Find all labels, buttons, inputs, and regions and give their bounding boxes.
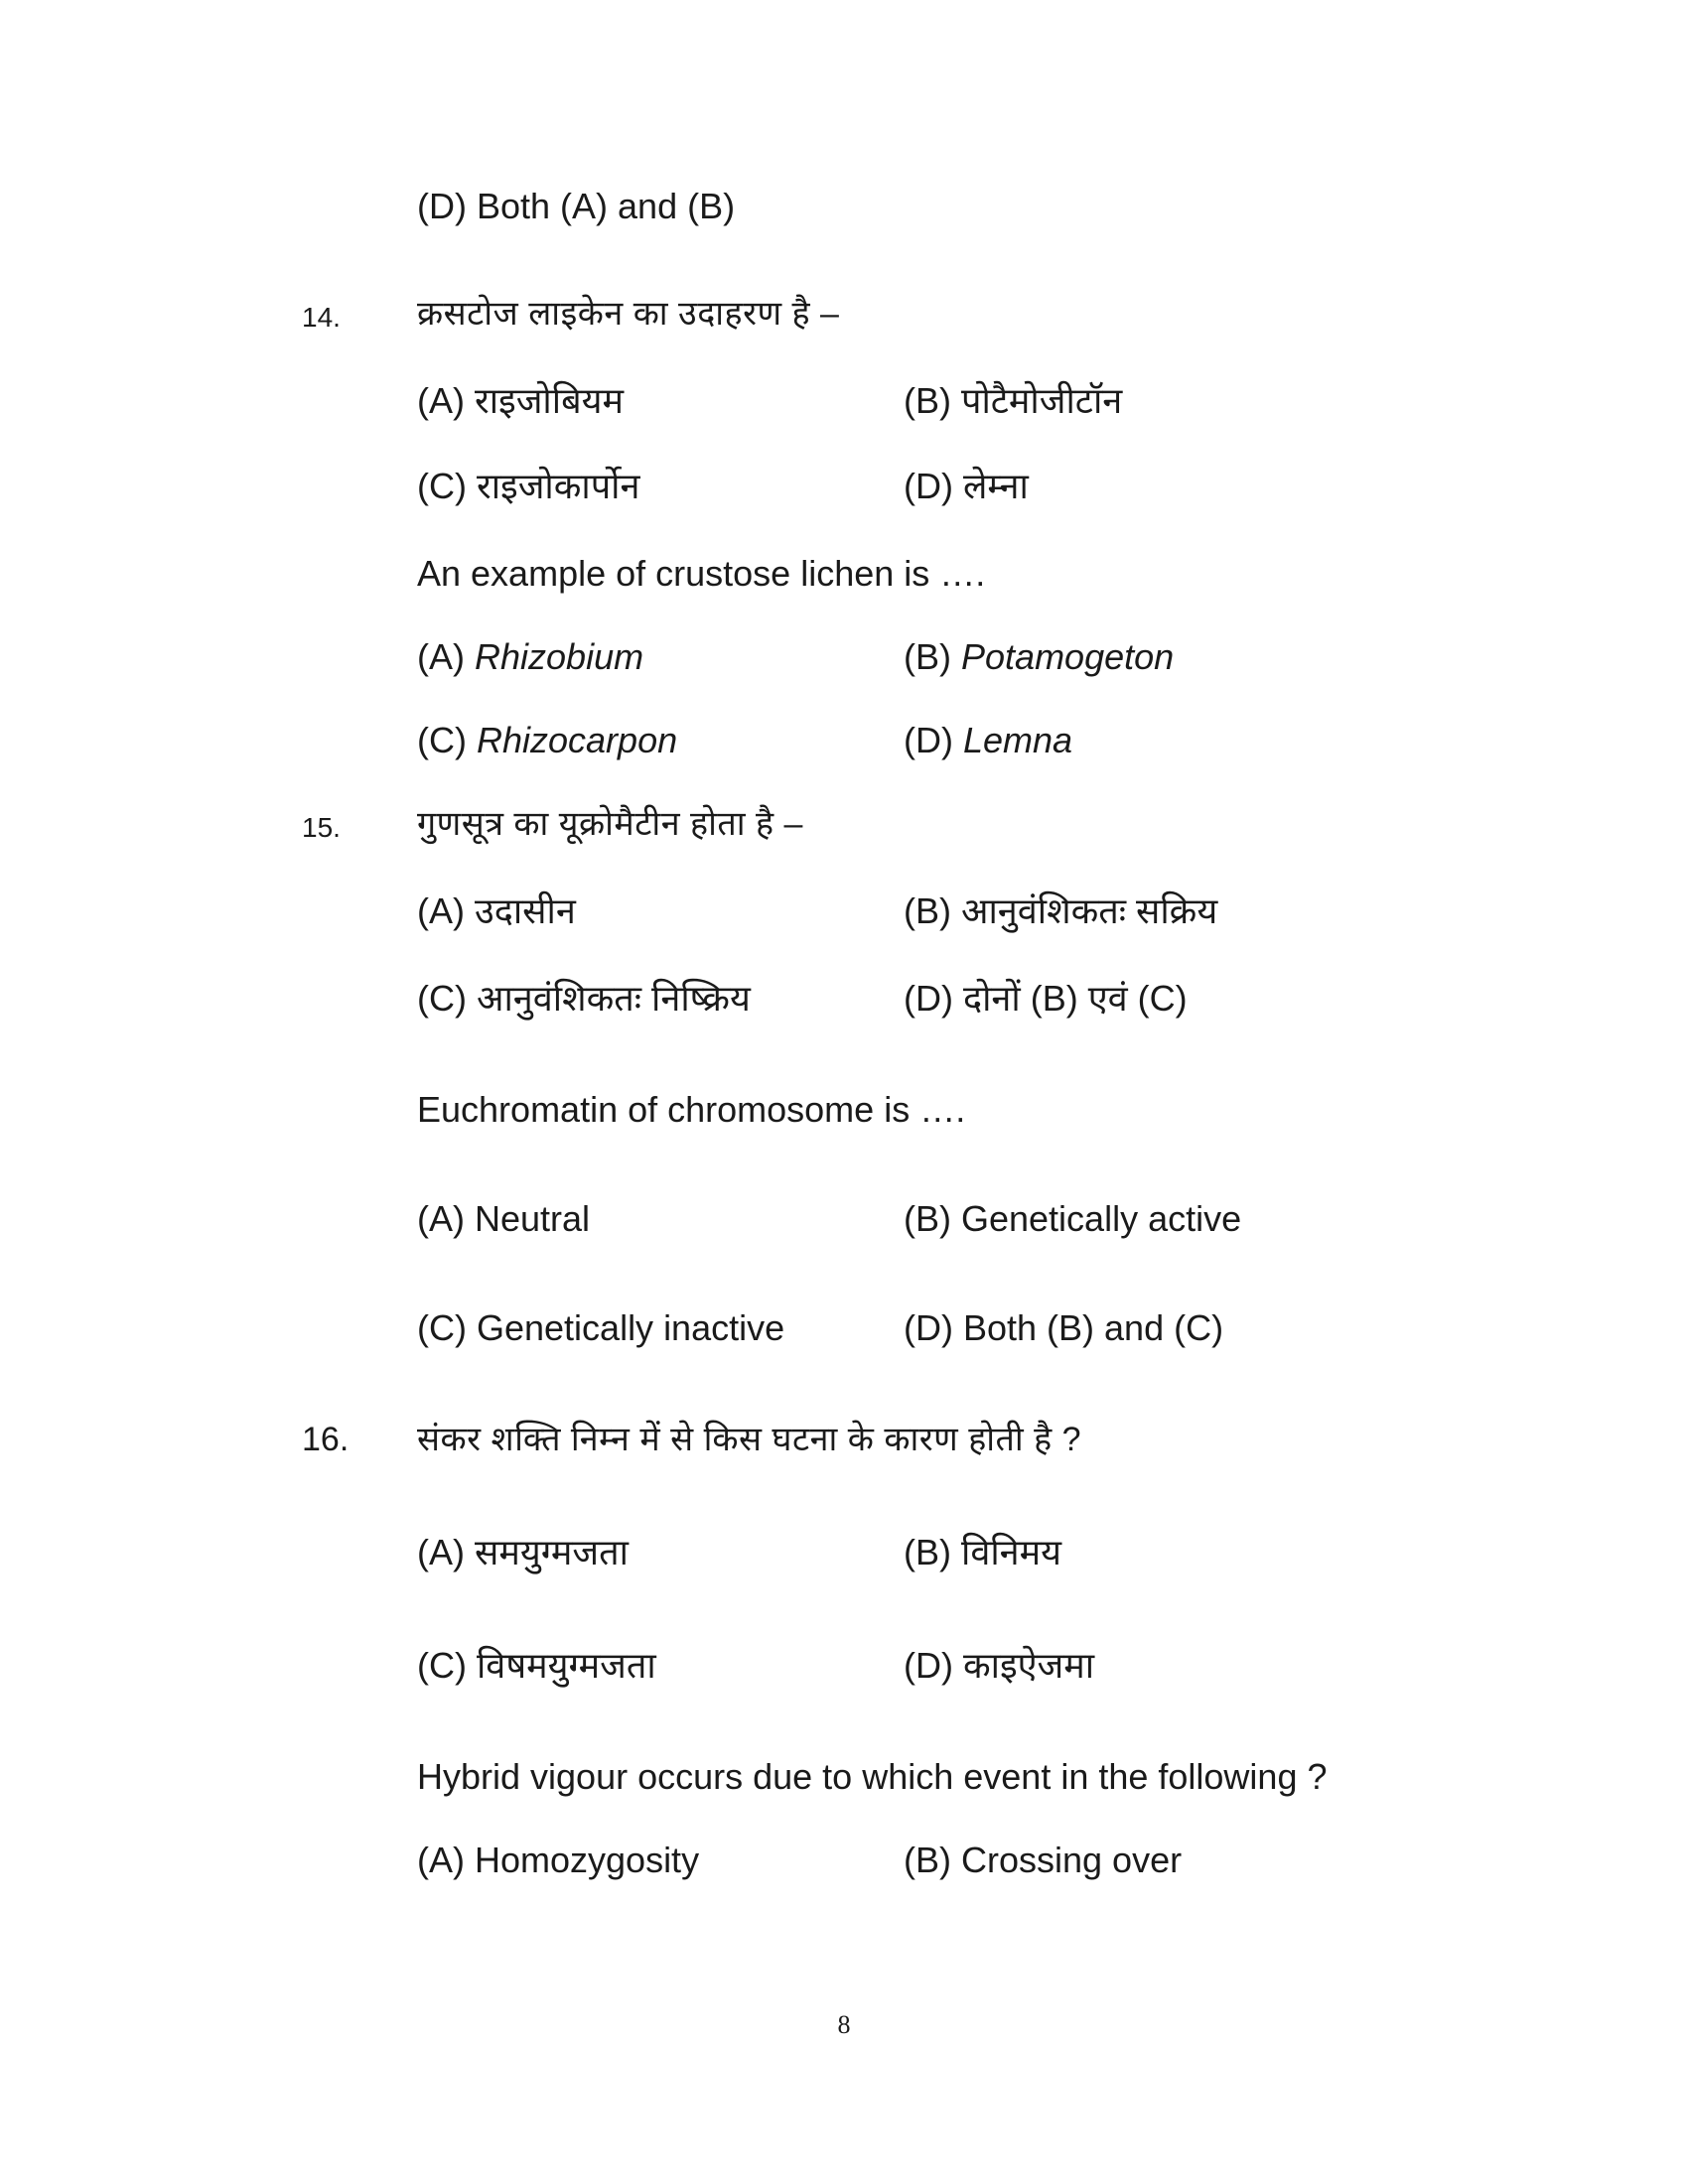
question-15-hindi-option-a: (A) उदासीन bbox=[417, 890, 576, 931]
question-15-english-option-c: (C) Genetically inactive bbox=[417, 1307, 785, 1348]
question-14-number: 14. bbox=[302, 302, 341, 333]
question-16-hindi-option-a: (A) समयुग्मजता bbox=[417, 1532, 629, 1572]
question-16-hindi-stem: संकर शक्ति निम्न में से किस घटना के कारण होती है ? bbox=[417, 1421, 1082, 1458]
question-16-english-option-a: (A) Homozygosity bbox=[417, 1840, 700, 1880]
question-15-english-option-b: (B) Genetically active bbox=[904, 1198, 1242, 1239]
question-14-hindi-option-a: (A) राइजोबियम bbox=[417, 380, 625, 421]
question-15-english-stem: Euchromatin of chromosome is …. bbox=[417, 1089, 966, 1130]
question-16-hindi-option-c: (C) विषमयुग्मजता bbox=[417, 1645, 656, 1686]
question-16-hindi-option-b: (B) विनिमय bbox=[904, 1532, 1062, 1572]
question-14-hindi-option-d: (D) लेम्ना bbox=[904, 466, 1029, 506]
previous-question-option-d: (D) Both (A) and (B) bbox=[417, 186, 736, 226]
question-14-english-stem: An example of crustose lichen is …. bbox=[417, 553, 986, 594]
question-16-english-stem: Hybrid vigour occurs due to which event in the following ? bbox=[417, 1756, 1328, 1797]
question-14-english-option-c: (C) Rhizocarpon bbox=[417, 720, 678, 760]
question-15-hindi-option-b: (B) आनुवंशिकतः सक्रिय bbox=[904, 890, 1218, 931]
question-14-english-option-a: (A) Rhizobium bbox=[417, 636, 644, 677]
question-14-hindi-stem: क्रसटोज लाइकेन का उदाहरण है – bbox=[417, 295, 840, 333]
question-16-english-option-b: (B) Crossing over bbox=[904, 1840, 1183, 1880]
question-14-hindi-option-b: (B) पोटैमोजीटॉन bbox=[904, 380, 1123, 421]
question-16-number: 16. bbox=[302, 1421, 350, 1458]
question-16-hindi-option-d: (D) काइऐजमा bbox=[904, 1645, 1095, 1686]
question-15-hindi-stem: गुणसूत्र का यूक्रोमैटीन होता है – bbox=[417, 805, 803, 843]
question-15-english-option-d: (D) Both (B) and (C) bbox=[904, 1307, 1224, 1348]
question-15-hindi-option-c: (C) आनुवंशिकतः निष्क्रिय bbox=[417, 978, 751, 1019]
question-15-number: 15. bbox=[302, 812, 341, 843]
question-14-english-option-b: (B) Potamogeton bbox=[904, 636, 1175, 677]
page-number: 8 bbox=[837, 2010, 851, 2039]
question-15-hindi-option-d: (D) दोनों (B) एवं (C) bbox=[904, 978, 1188, 1019]
question-14-hindi-option-c: (C) राइजोकार्पोन bbox=[417, 466, 640, 506]
question-15-english-option-a: (A) Neutral bbox=[417, 1198, 591, 1239]
question-14-english-option-d: (D) Lemna bbox=[904, 720, 1073, 760]
